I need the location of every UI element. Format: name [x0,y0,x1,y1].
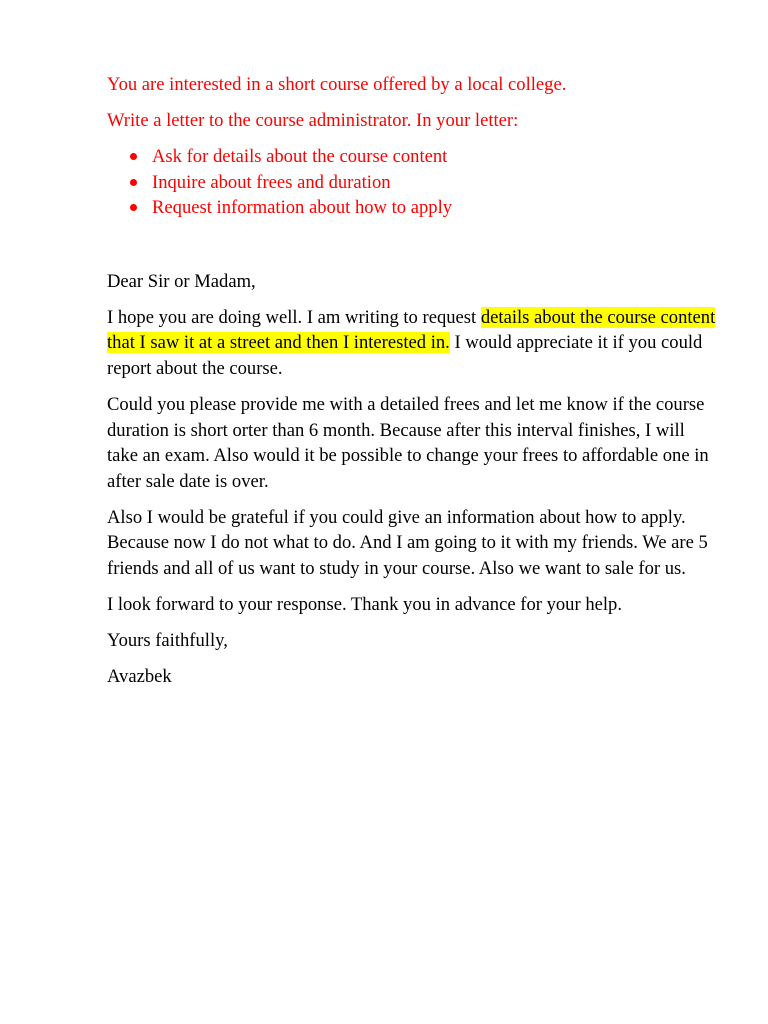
letter-paragraph-4: I look forward to your response. Thank you in advance for your help. [107,593,622,615]
prompt-line-1: You are interested in a short course offered by a local college. [107,74,567,95]
letter-signature: Avazbek [107,665,172,687]
letter-paragraph-3: Also I would be grateful if you could give an information about how to apply. Because now I do not what to do. And I am going to it with my friends. We are 5 friends and all of us want to study in your course. Also we want to sale for us. [107,506,708,579]
paragraph-text: I would appreciate it if you could report about the course. [107,332,703,379]
prompt-bullet-item [107,195,719,221]
bullet-dot-icon [130,153,137,160]
prompt-bullet-text: Inquire about frees and duration [152,171,391,193]
letter-closing: Yours faithfully, [107,629,228,651]
prompt-bullet-item [107,170,719,196]
paragraph-text: I hope you are doing well. I am writing to request [107,306,481,328]
letter-paragraph-1 [107,305,719,382]
prompt-line-2: Write a letter to the course administrator. In your letter: [107,109,519,131]
bullet-dot-icon [130,204,137,211]
prompt-bullet-list [107,144,719,221]
prompt-bullet-item [107,144,719,170]
prompt-bullet-text: Request information about how to apply [152,197,453,219]
bullet-dot-icon [130,179,137,186]
highlighted-text: details about the course content that I saw it at a street and then I interested in. [107,306,716,354]
prompt-bullet-text: Ask for details about the course content [152,145,448,167]
task-prompt [107,72,719,221]
letter-salutation: Dear Sir or Madam, [107,270,256,292]
letter-paragraph-2: Could you please provide me with a detailed frees and let me know if the course duration is short orter than 6 month. Because after this interval finishes, I will take an exam. Also would it be possible to change your frees to affordable one in after sale date is over. [107,393,709,492]
letter-body [107,269,719,690]
document-page [107,72,719,700]
